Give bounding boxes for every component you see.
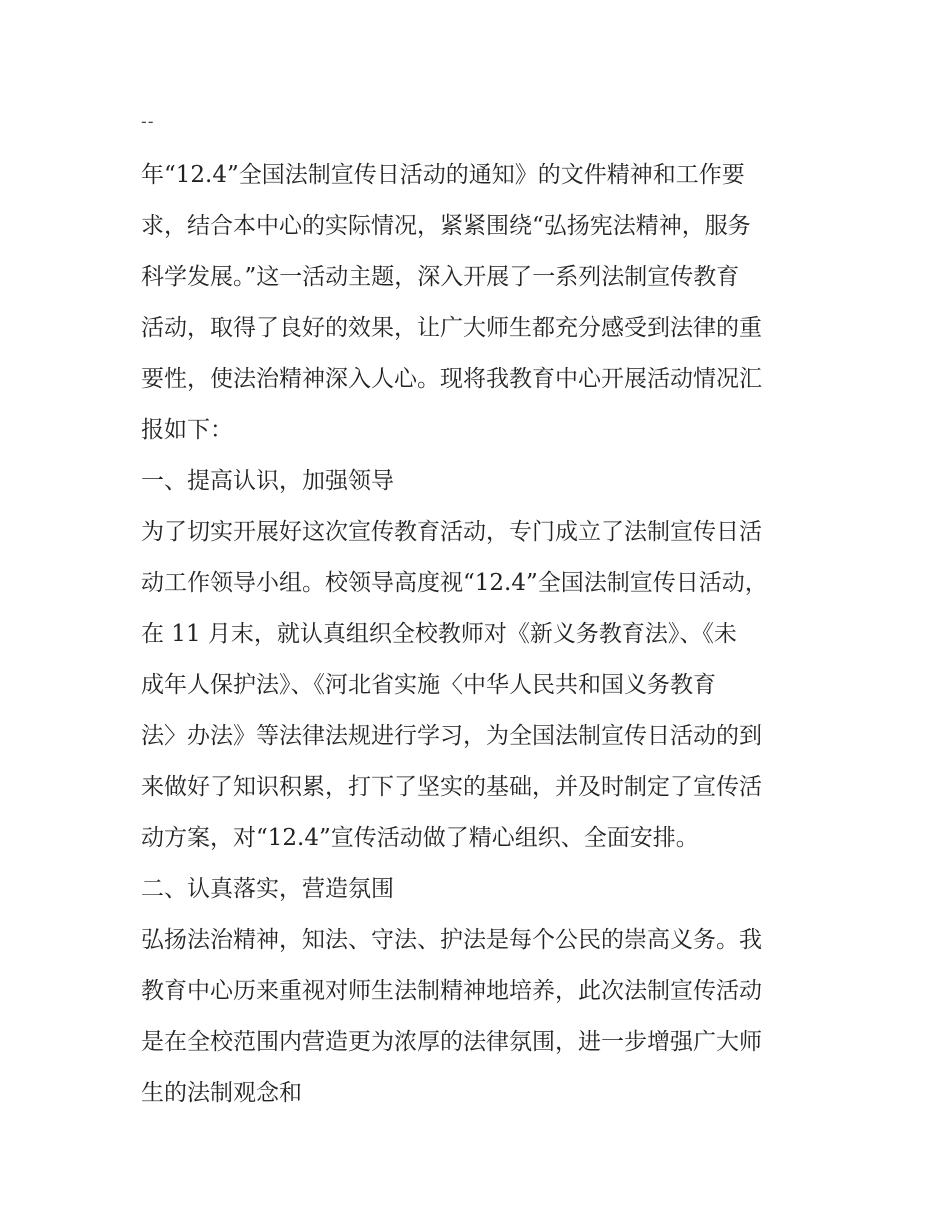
body-line: 动工作领导小组。校领导高度视“12.4”全国法制宣传日活动， [141, 570, 768, 596]
body-line: 生的法制观念和 [141, 1080, 302, 1106]
document-body [141, 150, 821, 1119]
body-line: 弘扬法治精神，知法、守法、护法是每个公民的崇高义务。我 [141, 927, 762, 953]
body-line: 来做好了知识积累，打下了坚实的基础，并及时制定了宣传活 [141, 774, 762, 800]
body-line: 要性，使法治精神深入人心。现将我教育中心开展活动情况汇 [141, 366, 762, 392]
body-line: 为了切实开展好这次宣传教育活动，专门成立了法制宣传日活 [141, 519, 762, 545]
page-top-marker: -- [141, 112, 155, 131]
body-line: 报如下： [141, 417, 233, 443]
section-heading-1: 一、提高认识，加强领导 [141, 468, 394, 494]
body-line: 活动，取得了良好的效果，让广大师生都充分感受到法律的重 [141, 315, 762, 341]
body-line: 求，结合本中心的实际情况，紧紧围绕“弘扬宪法精神，服务 [141, 213, 751, 239]
body-line: 是在全校范围内营造更为浓厚的法律氛围，进一步增强广大师 [141, 1029, 762, 1055]
body-line: 科学发展。”这一活动主题，深入开展了一系列法制宣传教育 [141, 264, 740, 290]
body-line: 年“12.4”全国法制宣传日活动的通知》的文件精神和工作要 [141, 162, 745, 188]
body-line: 在 11 月末，就认真组织全校教师对《新义务教育法》、《未 [141, 621, 737, 647]
body-line: 动方案，对“12.4”宣传活动做了精心组织、全面安排。 [141, 825, 699, 851]
body-line: 教育中心历来重视对师生法制精神地培养，此次法制宣传活动 [141, 978, 762, 1004]
section-heading-2: 二、认真落实，营造氛围 [141, 876, 394, 902]
body-line: 法〉办法》等法律法规进行学习，为全国法制宣传日活动的到 [141, 723, 762, 749]
body-line: 成年人保护法》、《河北省实施〈中华人民共和国义务教育 [141, 672, 716, 698]
